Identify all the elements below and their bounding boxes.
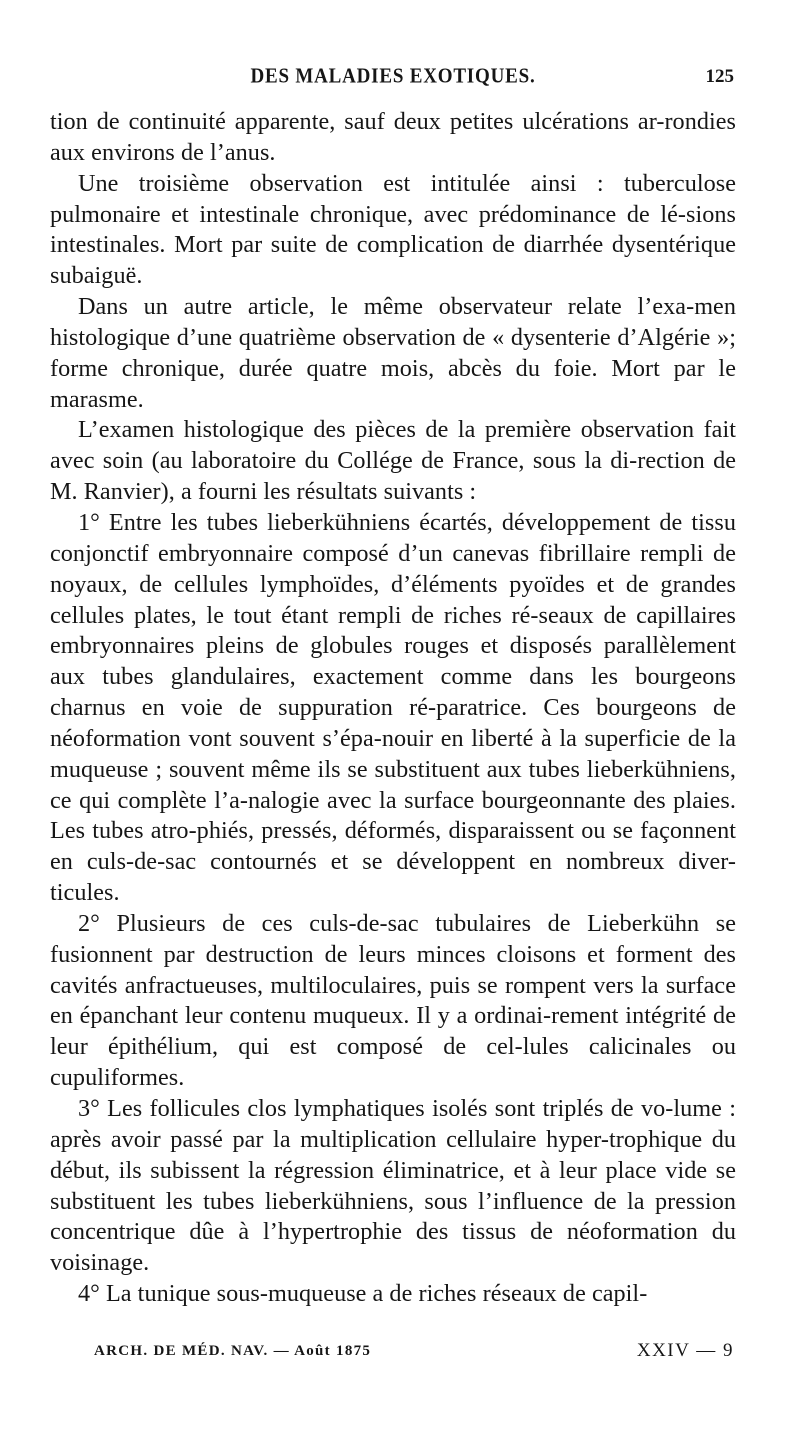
paragraph-histology-intro: L’examen histologique des pièces de la première observation fait avec soin (au laboratoire du Collége de France, sous la di-rection de M. Ranvier), a fourni les résultats suivants : [50,416,736,506]
paragraph-result-1: 1° Entre les tubes lieberkühniens écartés, développement de tissu conjonctif embryonnaire composé d’un canevas fibrillaire rempli de noyaux, de cellules lymphoïdes, d’éléments pyoïdes et de grandes cellules plates, le tout étant rempli de riches ré-seaux de capillaires embryonnaires pleins de globules rouges et disposés parallèlement aux tubes glandulaires, exactement comme dans les bourgeons charnus en voie de suppuration ré-paratrice. Ces bourgeons de néoformation vont souvent s’épa-nouir en liberté à la superficie de la muqueuse ; souvent même ils se substituent aux tubes lieberkühniens, ce qui complète l’a-nalogie avec la surface bourgeonnante des plaies. Les tubes atro-phiés, pressés, déformés, disparaissent ou se façonnent en culs-de-sac contournés et se développent en nombreux diver-ticules. [50,508,736,907]
page-footer [94,1339,738,1367]
sheet-mark: XXIV — 9 [636,1340,734,1361]
paragraph-third-observation: Une troisième observation est intitulée ainsi : tuberculose pulmonaire et intestinale chronique, avec prédominance de lé-sions intestinales. Mort par suite de complication de diarrhée dysentérique subaiguë. [50,169,736,290]
paragraph-result-3: 3° Les follicules clos lymphatiques isolés sont triplés de vo-lume : après avoir passé par la multiplication cellulaire hyper-trophique du début, ils subissent la régression éliminatrice, et à leur place vide se substituent les tubes lieberkühniens, sous l’influence de la pression concentrique dûe à l’hypertrophie des tissus de néoformation du voisinage. [50,1095,736,1277]
running-title: DES MALADIES EXOTIQUES. [250,64,536,88]
paragraph-result-4: 4° La tunique sous-muqueuse a de riches réseaux de capil- [78,1280,648,1308]
journal-signature: ARCH. DE MÉD. NAV. — Août 1875 [94,1343,372,1359]
body-text [50,107,736,1310]
paragraph-result-2: 2° Plusieurs de ces culs-de-sac tubulaires de Lieberkühn se fusionnent par destruction de leurs minces cloisons et forment des cavités anfractueuses, multiloculaires, puis se rompent vers la surface en épanchant leur contenu muqueux. Il y a ordinai-rement intégrité de leur épithélium, qui est composé de cel-lules calicinales ou cupuliformes. [50,909,736,1092]
paragraph-fourth-observation: Dans un autre article, le même observateur relate l’exa-men histologique d’une quatrième observation de « dysenterie d’Algérie »; forme chronique, durée quatre mois, abcès du foie. Mort par le marasme. [50,293,736,413]
paragraph-continuation: tion de continuité apparente, sauf deux petites ulcérations ar-rondies aux environs de l’anus. [50,108,736,166]
page-header [48,66,738,100]
page-number: 125 [705,66,734,87]
